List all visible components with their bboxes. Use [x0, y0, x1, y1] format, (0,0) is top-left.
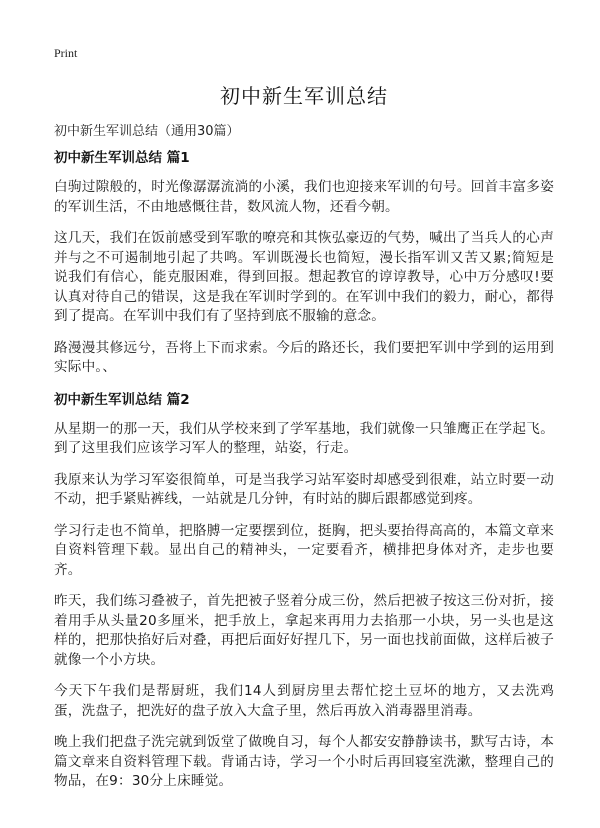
paragraph: 学习行走也不简单，把胳膊一定要摆到位，挺胸，把头要抬得高高的，本篇文章来自资料管理下载。显出自己的精神头，一定要看齐，横排把身体对齐，走步也要齐。: [54, 522, 554, 578]
section-1: [54, 148, 554, 378]
section-heading: 初中新生军训总结 篇2: [54, 391, 190, 408]
section-2: [54, 390, 554, 792]
paragraph: 晚上我们把盘子洗完就到饭堂了做晚自习，每个人都安安静静读书，默写古诗，本篇文章来自资料管理下载。背诵古诗，学习一个小时后再回寝室洗漱，整理自己的物品，在9：30分上床睡觉。: [54, 734, 554, 789]
paragraph: 今天下午我们是帮厨班，我们14人到厨房里去帮忙挖土豆坏的地方，又去洗鸡蛋，洗盘子，把洗好的盘子放入大盒子里，然后再放入消毒器里消毒。: [54, 683, 554, 719]
document-title: 初中新生军训总结: [220, 84, 388, 108]
print-label: Print: [54, 46, 78, 60]
paragraph: 这几天，我们在饭前感受到军歌的嘹亮和其恢弘豪迈的气势，喊出了当兵人的心声并与之不可遏制地引起了共鸣。军训既漫长也简短，漫长指军训又苦又累;简短是说我们有信心，能克服困难，得到回报。想起教官的谆谆教导，心中万分感叹!要认真对待自己的错误，这是我在军训时学到的。在军训中我们的毅力，耐心，都得到了提高。在军训中我们有了坚持到底不服输的意念。: [54, 230, 554, 324]
document-subtitle: 初中新生军训总结（通用30篇）: [54, 124, 240, 139]
section-heading: 初中新生军训总结 篇1: [54, 150, 190, 166]
document-body: [54, 148, 554, 804]
paragraph: 路漫漫其修远兮，吾将上下而求索。今后的路还长，我们要把军训中学到的运用到实际中。、: [54, 339, 554, 375]
paragraph: 昨天，我们练习叠被子，首先把被子竖着分成三份，然后把被子按这三份对折，接着用手从头量20多厘米，把手放上，拿起来再用力去掐那一小块，另一头也是这样的，把那快掐好后对叠，再把后面好好捏几下，另一面也找前面做，这样后被子就像一个小方块。: [54, 593, 554, 668]
paragraph: 我原来认为学习军姿很简单，可是当我学习站军姿时却感受到很难，站立时要一动不动，把手紧贴裤线，一站就是几分钟，有时站的脚后跟都感觉到疼。: [54, 471, 554, 507]
paragraph: 白驹过隙般的，时光像潺潺流淌的小溪，我们也迎接来军训的句号。回首丰富多姿的军训生活，不由地感慨往昔，数风流人物，还看今朝。: [54, 179, 554, 215]
paragraph: 从星期一的那一天，我们从学校来到了学军基地，我们就像一只雏鹰正在学起飞。到了这里我们应该学习军人的整理，站姿，行走。: [54, 420, 554, 456]
